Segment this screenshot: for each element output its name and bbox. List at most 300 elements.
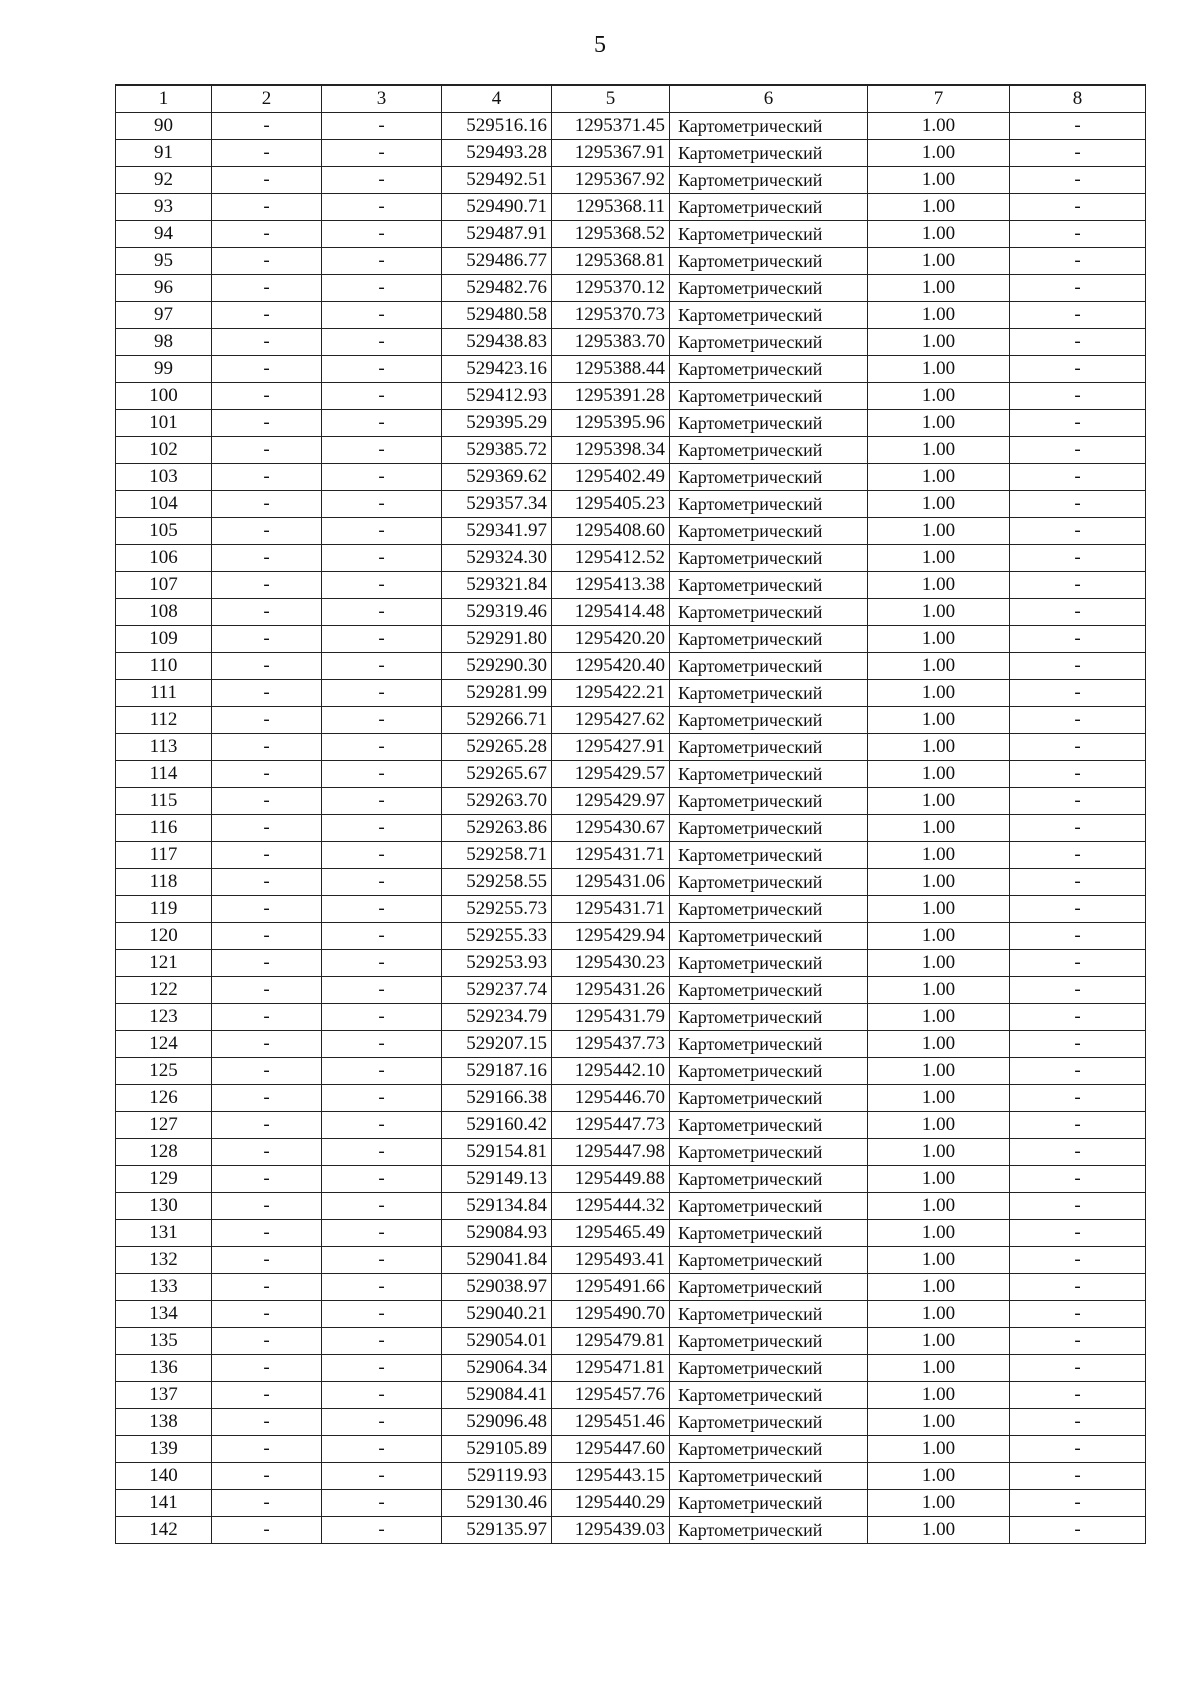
column-8-cell: - — [1010, 410, 1146, 437]
method-cell: Картометрический — [670, 1328, 868, 1355]
accuracy-cell: 1.00 — [868, 464, 1010, 491]
table-row — [116, 1463, 1146, 1490]
method-cell: Картометрический — [670, 1247, 868, 1274]
x-coordinate-cell: 529160.42 — [442, 1112, 552, 1139]
column-8-cell: - — [1010, 1112, 1146, 1139]
table-row — [116, 221, 1146, 248]
table-row — [116, 167, 1146, 194]
column-8-cell: - — [1010, 923, 1146, 950]
method-cell: Картометрический — [670, 275, 868, 302]
method-cell: Картометрический — [670, 599, 868, 626]
method-cell: Картометрический — [670, 545, 868, 572]
table-row — [116, 1436, 1146, 1463]
method-cell: Картометрический — [670, 950, 868, 977]
column-8-cell: - — [1010, 1058, 1146, 1085]
method-cell: Картометрический — [670, 518, 868, 545]
column-2-cell: - — [212, 545, 322, 572]
column-2-cell: - — [212, 1058, 322, 1085]
y-coordinate-cell: 1295367.91 — [552, 140, 670, 167]
accuracy-cell: 1.00 — [868, 707, 1010, 734]
accuracy-cell: 1.00 — [868, 1193, 1010, 1220]
column-2-cell: - — [212, 1436, 322, 1463]
y-coordinate-cell: 1295430.23 — [552, 950, 670, 977]
x-coordinate-cell: 529480.58 — [442, 302, 552, 329]
y-coordinate-cell: 1295490.70 — [552, 1301, 670, 1328]
x-coordinate-cell: 529395.29 — [442, 410, 552, 437]
point-number-cell: 106 — [116, 545, 212, 572]
method-cell: Картометрический — [670, 923, 868, 950]
accuracy-cell: 1.00 — [868, 1031, 1010, 1058]
y-coordinate-cell: 1295447.73 — [552, 1112, 670, 1139]
accuracy-cell: 1.00 — [868, 815, 1010, 842]
table-row — [116, 680, 1146, 707]
x-coordinate-cell: 529255.33 — [442, 923, 552, 950]
column-2-cell: - — [212, 950, 322, 977]
table-row — [116, 1490, 1146, 1517]
method-cell: Картометрический — [670, 1382, 868, 1409]
x-coordinate-cell: 529385.72 — [442, 437, 552, 464]
y-coordinate-cell: 1295420.20 — [552, 626, 670, 653]
column-3-cell: - — [322, 1112, 442, 1139]
table-row — [116, 302, 1146, 329]
column-2-cell: - — [212, 1301, 322, 1328]
column-3-cell: - — [322, 1382, 442, 1409]
y-coordinate-cell: 1295451.46 — [552, 1409, 670, 1436]
table-row — [116, 329, 1146, 356]
y-coordinate-cell: 1295422.21 — [552, 680, 670, 707]
method-cell: Картометрический — [670, 896, 868, 923]
point-number-cell: 95 — [116, 248, 212, 275]
point-number-cell: 134 — [116, 1301, 212, 1328]
table-row — [116, 1247, 1146, 1274]
table-row — [116, 1328, 1146, 1355]
x-coordinate-cell: 529324.30 — [442, 545, 552, 572]
column-8-cell: - — [1010, 1031, 1146, 1058]
point-number-cell: 122 — [116, 977, 212, 1004]
table-row — [116, 437, 1146, 464]
x-coordinate-cell: 529263.70 — [442, 788, 552, 815]
column-3-cell: - — [322, 626, 442, 653]
column-2-cell: - — [212, 383, 322, 410]
method-cell: Картометрический — [670, 329, 868, 356]
column-3-cell: - — [322, 599, 442, 626]
column-2-cell: - — [212, 734, 322, 761]
table-row — [116, 194, 1146, 221]
table-header — [116, 85, 1146, 113]
column-3-cell: - — [322, 896, 442, 923]
point-number-cell: 123 — [116, 1004, 212, 1031]
column-8-cell: - — [1010, 680, 1146, 707]
x-coordinate-cell: 529134.84 — [442, 1193, 552, 1220]
accuracy-cell: 1.00 — [868, 1463, 1010, 1490]
table-row — [116, 896, 1146, 923]
x-coordinate-cell: 529266.71 — [442, 707, 552, 734]
accuracy-cell: 1.00 — [868, 518, 1010, 545]
method-cell: Картометрический — [670, 788, 868, 815]
column-8-cell: - — [1010, 1247, 1146, 1274]
method-cell: Картометрический — [670, 464, 868, 491]
column-3-cell: - — [322, 1166, 442, 1193]
table-body — [116, 113, 1146, 1544]
accuracy-cell: 1.00 — [868, 1409, 1010, 1436]
y-coordinate-cell: 1295402.49 — [552, 464, 670, 491]
column-3-cell: - — [322, 842, 442, 869]
y-coordinate-cell: 1295442.10 — [552, 1058, 670, 1085]
column-8-cell: - — [1010, 1436, 1146, 1463]
point-number-cell: 107 — [116, 572, 212, 599]
method-cell: Картометрический — [670, 1166, 868, 1193]
y-coordinate-cell: 1295370.73 — [552, 302, 670, 329]
table-row — [116, 815, 1146, 842]
table-row — [116, 1220, 1146, 1247]
table-row — [116, 869, 1146, 896]
method-cell: Картометрический — [670, 1112, 868, 1139]
method-cell: Картометрический — [670, 167, 868, 194]
column-3-cell: - — [322, 572, 442, 599]
y-coordinate-cell: 1295429.97 — [552, 788, 670, 815]
accuracy-cell: 1.00 — [868, 842, 1010, 869]
column-8-cell: - — [1010, 1382, 1146, 1409]
y-coordinate-cell: 1295493.41 — [552, 1247, 670, 1274]
method-cell: Картометрический — [670, 1490, 868, 1517]
column-3-cell: - — [322, 1004, 442, 1031]
column-2-cell: - — [212, 410, 322, 437]
page-number: 5 — [594, 32, 606, 58]
accuracy-cell: 1.00 — [868, 977, 1010, 1004]
method-cell: Картометрический — [670, 1085, 868, 1112]
y-coordinate-cell: 1295427.62 — [552, 707, 670, 734]
x-coordinate-cell: 529166.38 — [442, 1085, 552, 1112]
method-cell: Картометрический — [670, 626, 868, 653]
y-coordinate-cell: 1295430.67 — [552, 815, 670, 842]
x-coordinate-cell: 529054.01 — [442, 1328, 552, 1355]
method-cell: Картометрический — [670, 869, 868, 896]
column-3-cell: - — [322, 1031, 442, 1058]
column-8-cell: - — [1010, 275, 1146, 302]
column-2-cell: - — [212, 896, 322, 923]
column-3-cell: - — [322, 383, 442, 410]
accuracy-cell: 1.00 — [868, 788, 1010, 815]
table-row — [116, 923, 1146, 950]
column-2-cell: - — [212, 1274, 322, 1301]
column-8-cell: - — [1010, 572, 1146, 599]
accuracy-cell: 1.00 — [868, 734, 1010, 761]
point-number-cell: 109 — [116, 626, 212, 653]
accuracy-cell: 1.00 — [868, 221, 1010, 248]
x-coordinate-cell: 529041.84 — [442, 1247, 552, 1274]
column-3-cell: - — [322, 761, 442, 788]
y-coordinate-cell: 1295431.71 — [552, 842, 670, 869]
column-2-cell: - — [212, 680, 322, 707]
point-number-cell: 129 — [116, 1166, 212, 1193]
point-number-cell: 125 — [116, 1058, 212, 1085]
column-3-cell: - — [322, 1085, 442, 1112]
column-8-cell: - — [1010, 1355, 1146, 1382]
column-3-cell: - — [322, 140, 442, 167]
point-number-cell: 124 — [116, 1031, 212, 1058]
column-8-cell: - — [1010, 734, 1146, 761]
table-row — [116, 707, 1146, 734]
method-cell: Картометрический — [670, 1463, 868, 1490]
method-cell: Картометрический — [670, 1517, 868, 1544]
point-number-cell: 133 — [116, 1274, 212, 1301]
column-3-cell: - — [322, 248, 442, 275]
column-8-cell: - — [1010, 950, 1146, 977]
point-number-cell: 93 — [116, 194, 212, 221]
method-cell: Картометрический — [670, 1409, 868, 1436]
column-3-cell: - — [322, 1247, 442, 1274]
column-8-cell: - — [1010, 140, 1146, 167]
accuracy-cell: 1.00 — [868, 167, 1010, 194]
column-8-cell: - — [1010, 1490, 1146, 1517]
accuracy-cell: 1.00 — [868, 1139, 1010, 1166]
accuracy-cell: 1.00 — [868, 437, 1010, 464]
column-8-cell: - — [1010, 491, 1146, 518]
x-coordinate-cell: 529237.74 — [442, 977, 552, 1004]
y-coordinate-cell: 1295408.60 — [552, 518, 670, 545]
accuracy-cell: 1.00 — [868, 491, 1010, 518]
table-row — [116, 842, 1146, 869]
column-2-cell: - — [212, 1139, 322, 1166]
column-2-cell: - — [212, 923, 322, 950]
column-8-cell: - — [1010, 1409, 1146, 1436]
table-row — [116, 1409, 1146, 1436]
method-cell: Картометрический — [670, 815, 868, 842]
accuracy-cell: 1.00 — [868, 140, 1010, 167]
x-coordinate-cell: 529486.77 — [442, 248, 552, 275]
column-2-cell: - — [212, 1085, 322, 1112]
column-3-cell: - — [322, 167, 442, 194]
point-number-cell: 100 — [116, 383, 212, 410]
table-row — [116, 977, 1146, 1004]
table-row — [116, 464, 1146, 491]
column-3-cell: - — [322, 302, 442, 329]
x-coordinate-cell: 529490.71 — [442, 194, 552, 221]
column-3-cell: - — [322, 545, 442, 572]
table-row — [116, 410, 1146, 437]
x-coordinate-cell: 529105.89 — [442, 1436, 552, 1463]
accuracy-cell: 1.00 — [868, 626, 1010, 653]
point-number-cell: 118 — [116, 869, 212, 896]
column-header-8: 8 — [1010, 85, 1146, 113]
column-8-cell: - — [1010, 896, 1146, 923]
column-header-7: 7 — [868, 85, 1010, 113]
point-number-cell: 98 — [116, 329, 212, 356]
method-cell: Картометрический — [670, 1058, 868, 1085]
column-3-cell: - — [322, 1058, 442, 1085]
y-coordinate-cell: 1295370.12 — [552, 275, 670, 302]
column-2-cell: - — [212, 356, 322, 383]
x-coordinate-cell: 529369.62 — [442, 464, 552, 491]
column-8-cell: - — [1010, 626, 1146, 653]
method-cell: Картометрический — [670, 221, 868, 248]
y-coordinate-cell: 1295465.49 — [552, 1220, 670, 1247]
point-number-cell: 91 — [116, 140, 212, 167]
x-coordinate-cell: 529207.15 — [442, 1031, 552, 1058]
point-number-cell: 94 — [116, 221, 212, 248]
method-cell: Картометрический — [670, 383, 868, 410]
column-2-cell: - — [212, 113, 322, 140]
point-number-cell: 138 — [116, 1409, 212, 1436]
table-row — [116, 545, 1146, 572]
table-row — [116, 572, 1146, 599]
column-3-cell: - — [322, 1490, 442, 1517]
y-coordinate-cell: 1295420.40 — [552, 653, 670, 680]
column-8-cell: - — [1010, 1328, 1146, 1355]
table-row — [116, 1166, 1146, 1193]
method-cell: Картометрический — [670, 977, 868, 1004]
method-cell: Картометрический — [670, 1139, 868, 1166]
y-coordinate-cell: 1295368.52 — [552, 221, 670, 248]
column-3-cell: - — [322, 275, 442, 302]
x-coordinate-cell: 529119.93 — [442, 1463, 552, 1490]
table-row — [116, 1085, 1146, 1112]
point-number-cell: 135 — [116, 1328, 212, 1355]
x-coordinate-cell: 529084.93 — [442, 1220, 552, 1247]
column-3-cell: - — [322, 1301, 442, 1328]
x-coordinate-cell: 529265.28 — [442, 734, 552, 761]
column-3-cell: - — [322, 221, 442, 248]
x-coordinate-cell: 529492.51 — [442, 167, 552, 194]
point-number-cell: 119 — [116, 896, 212, 923]
column-3-cell: - — [322, 869, 442, 896]
method-cell: Картометрический — [670, 491, 868, 518]
method-cell: Картометрический — [670, 680, 868, 707]
y-coordinate-cell: 1295431.06 — [552, 869, 670, 896]
point-number-cell: 127 — [116, 1112, 212, 1139]
column-2-cell: - — [212, 1166, 322, 1193]
table-row — [116, 626, 1146, 653]
method-cell: Картометрический — [670, 1274, 868, 1301]
y-coordinate-cell: 1295447.60 — [552, 1436, 670, 1463]
accuracy-cell: 1.00 — [868, 761, 1010, 788]
y-coordinate-cell: 1295427.91 — [552, 734, 670, 761]
x-coordinate-cell: 529135.97 — [442, 1517, 552, 1544]
accuracy-cell: 1.00 — [868, 599, 1010, 626]
x-coordinate-cell: 529281.99 — [442, 680, 552, 707]
y-coordinate-cell: 1295391.28 — [552, 383, 670, 410]
column-3-cell: - — [322, 815, 442, 842]
point-number-cell: 121 — [116, 950, 212, 977]
method-cell: Картометрический — [670, 1436, 868, 1463]
column-2-cell: - — [212, 302, 322, 329]
table-row — [116, 1517, 1146, 1544]
y-coordinate-cell: 1295367.92 — [552, 167, 670, 194]
point-number-cell: 99 — [116, 356, 212, 383]
column-3-cell: - — [322, 329, 442, 356]
column-3-cell: - — [322, 1274, 442, 1301]
accuracy-cell: 1.00 — [868, 1247, 1010, 1274]
x-coordinate-cell: 529265.67 — [442, 761, 552, 788]
y-coordinate-cell: 1295449.88 — [552, 1166, 670, 1193]
accuracy-cell: 1.00 — [868, 572, 1010, 599]
x-coordinate-cell: 529516.16 — [442, 113, 552, 140]
y-coordinate-cell: 1295457.76 — [552, 1382, 670, 1409]
column-8-cell: - — [1010, 1517, 1146, 1544]
table-row — [116, 1112, 1146, 1139]
point-number-cell: 137 — [116, 1382, 212, 1409]
table-row — [116, 383, 1146, 410]
point-number-cell: 139 — [116, 1436, 212, 1463]
column-2-cell: - — [212, 275, 322, 302]
column-3-cell: - — [322, 707, 442, 734]
x-coordinate-cell: 529038.97 — [442, 1274, 552, 1301]
column-3-cell: - — [322, 1193, 442, 1220]
method-cell: Картометрический — [670, 653, 868, 680]
column-2-cell: - — [212, 1517, 322, 1544]
accuracy-cell: 1.00 — [868, 383, 1010, 410]
accuracy-cell: 1.00 — [868, 1355, 1010, 1382]
table-row — [116, 1274, 1146, 1301]
column-3-cell: - — [322, 1517, 442, 1544]
point-number-cell: 131 — [116, 1220, 212, 1247]
column-8-cell: - — [1010, 518, 1146, 545]
y-coordinate-cell: 1295444.32 — [552, 1193, 670, 1220]
column-2-cell: - — [212, 1247, 322, 1274]
table-row — [116, 1355, 1146, 1382]
point-number-cell: 130 — [116, 1193, 212, 1220]
point-number-cell: 96 — [116, 275, 212, 302]
table-row — [116, 1301, 1146, 1328]
column-2-cell: - — [212, 167, 322, 194]
accuracy-cell: 1.00 — [868, 1490, 1010, 1517]
table-row — [116, 1031, 1146, 1058]
table-row — [116, 140, 1146, 167]
x-coordinate-cell: 529064.34 — [442, 1355, 552, 1382]
column-2-cell: - — [212, 815, 322, 842]
method-cell: Картометрический — [670, 572, 868, 599]
accuracy-cell: 1.00 — [868, 1328, 1010, 1355]
column-2-cell: - — [212, 518, 322, 545]
y-coordinate-cell: 1295371.45 — [552, 113, 670, 140]
column-2-cell: - — [212, 626, 322, 653]
y-coordinate-cell: 1295368.81 — [552, 248, 670, 275]
column-3-cell: - — [322, 464, 442, 491]
point-number-cell: 108 — [116, 599, 212, 626]
column-3-cell: - — [322, 491, 442, 518]
table-row — [116, 491, 1146, 518]
accuracy-cell: 1.00 — [868, 1058, 1010, 1085]
column-8-cell: - — [1010, 1463, 1146, 1490]
method-cell: Картометрический — [670, 842, 868, 869]
column-3-cell: - — [322, 788, 442, 815]
y-coordinate-cell: 1295412.52 — [552, 545, 670, 572]
column-8-cell: - — [1010, 383, 1146, 410]
x-coordinate-cell: 529258.71 — [442, 842, 552, 869]
column-3-cell: - — [322, 518, 442, 545]
column-8-cell: - — [1010, 464, 1146, 491]
column-2-cell: - — [212, 869, 322, 896]
table-row — [116, 761, 1146, 788]
y-coordinate-cell: 1295413.38 — [552, 572, 670, 599]
column-8-cell: - — [1010, 761, 1146, 788]
point-number-cell: 105 — [116, 518, 212, 545]
column-2-cell: - — [212, 653, 322, 680]
column-2-cell: - — [212, 977, 322, 1004]
method-cell: Картометрический — [670, 356, 868, 383]
column-8-cell: - — [1010, 1274, 1146, 1301]
y-coordinate-cell: 1295491.66 — [552, 1274, 670, 1301]
y-coordinate-cell: 1295431.26 — [552, 977, 670, 1004]
header-row — [116, 85, 1146, 113]
x-coordinate-cell: 529487.91 — [442, 221, 552, 248]
method-cell: Картометрический — [670, 1220, 868, 1247]
x-coordinate-cell: 529357.34 — [442, 491, 552, 518]
point-number-cell: 115 — [116, 788, 212, 815]
accuracy-cell: 1.00 — [868, 545, 1010, 572]
accuracy-cell: 1.00 — [868, 1112, 1010, 1139]
point-number-cell: 117 — [116, 842, 212, 869]
